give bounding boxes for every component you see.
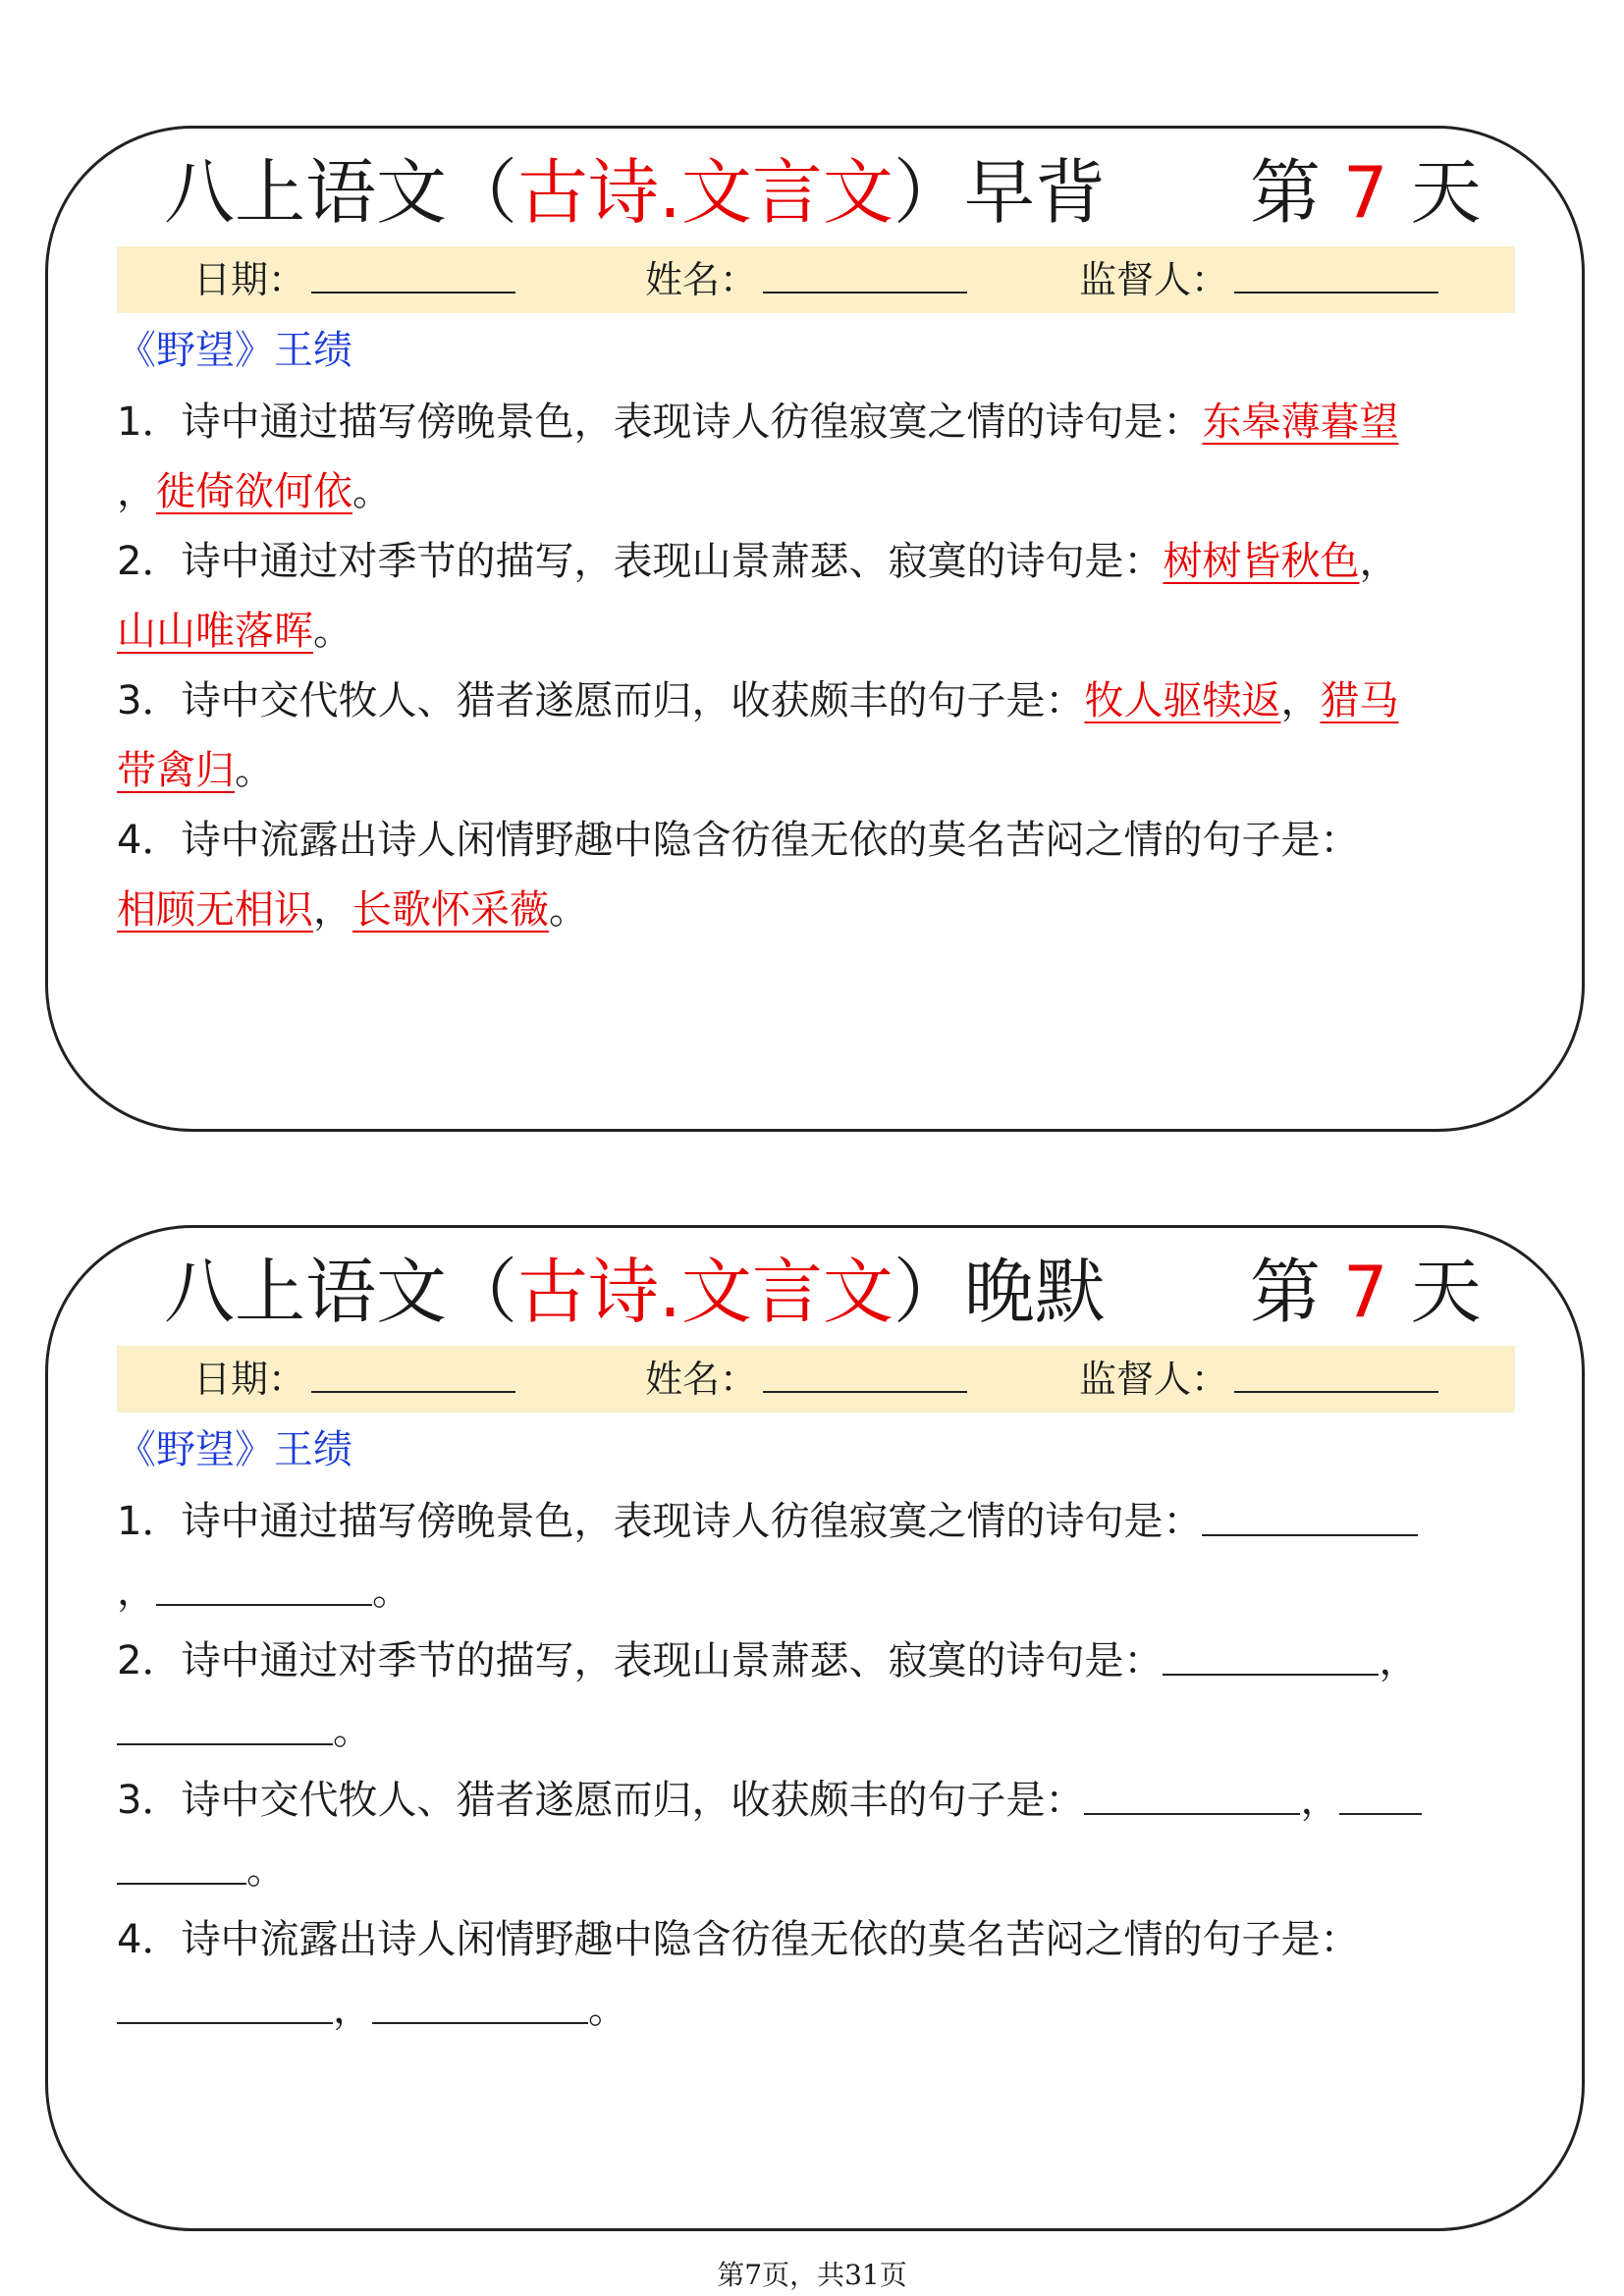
answer: 东皋薄暮望 bbox=[1202, 400, 1399, 445]
answer-blank[interactable] bbox=[1339, 1766, 1422, 1815]
answer-blank[interactable] bbox=[117, 1975, 333, 2024]
date-field[interactable]: 日期： bbox=[193, 246, 515, 313]
morning-recite-card bbox=[45, 126, 1585, 1132]
answer: 相顾无相识 bbox=[117, 887, 313, 933]
title-highlight: 古诗.文言文 bbox=[517, 1251, 893, 1333]
day-counter: 第 7 天 bbox=[1250, 151, 1482, 234]
question-4: 4．诗中流露出诗人闲情野趣中隐含彷徨无依的莫名苦闷之情的句子是： 相顾无相识，长歌怀采薇。 bbox=[117, 818, 1360, 933]
question-1: 1．诗中通过描写傍晚景色，表现诗人彷徨寂寞之情的诗句是：东皋薄暮望 ，徙倚欲何依。 bbox=[117, 400, 1399, 514]
name-blank[interactable] bbox=[763, 1346, 967, 1393]
poem-title: 《野望》王绩 bbox=[117, 328, 352, 373]
question-3: 3．诗中交代牧人、猎者遂愿而归，收获颇丰的句子是： ， 。 bbox=[117, 1766, 1521, 1905]
supervisor-field[interactable]: 监督人： bbox=[1079, 1346, 1438, 1413]
answer: 徙倚欲何依 bbox=[156, 469, 352, 514]
card-title bbox=[48, 138, 1582, 246]
date-field[interactable]: 日期： bbox=[193, 1346, 515, 1413]
title-highlight: 古诗.文言文 bbox=[517, 151, 893, 234]
question-3: 3．诗中交代牧人、猎者遂愿而归，收获颇丰的句子是：牧人驱犊返，猎马 带禽归。 bbox=[117, 678, 1399, 793]
card-content bbox=[117, 1420, 1521, 2045]
answer: 猎马 bbox=[1320, 678, 1399, 723]
day-number: 7 bbox=[1342, 1251, 1388, 1333]
answer-blank[interactable] bbox=[156, 1557, 372, 1606]
answer: 长歌怀采薇 bbox=[352, 887, 549, 933]
info-bar bbox=[117, 246, 1515, 313]
question-1: 1．诗中通过描写傍晚景色，表现诗人彷徨寂寞之情的诗句是： ， 。 bbox=[117, 1487, 1521, 1627]
title-main: 八上语文（古诗.文言文）早背 bbox=[164, 151, 1106, 234]
supervisor-blank[interactable] bbox=[1234, 246, 1438, 294]
answer-blank[interactable] bbox=[372, 1975, 588, 2024]
name-field[interactable]: 姓名： bbox=[645, 1346, 967, 1413]
answer-blank[interactable] bbox=[1202, 1487, 1418, 1536]
card-title bbox=[48, 1238, 1582, 1346]
question-2: 2．诗中通过对季节的描写，表现山景萧瑟、寂寞的诗句是：树树皆秋色， 山山唯落晖。 bbox=[117, 539, 1399, 654]
title-main: 八上语文（古诗.文言文）晚默 bbox=[164, 1251, 1106, 1333]
answer-blank[interactable] bbox=[1084, 1766, 1300, 1815]
card-content bbox=[117, 321, 1521, 945]
day-counter: 第 7 天 bbox=[1250, 1251, 1482, 1333]
supervisor-field[interactable]: 监督人： bbox=[1079, 246, 1438, 313]
day-number: 7 bbox=[1342, 151, 1388, 234]
answer: 牧人驱犊返 bbox=[1084, 678, 1281, 723]
info-bar bbox=[117, 1346, 1515, 1413]
name-blank[interactable] bbox=[763, 246, 967, 294]
answer-blank[interactable] bbox=[117, 1836, 246, 1885]
question-2: 2．诗中通过对季节的描写，表现山景萧瑟、寂寞的诗句是： ， 。 bbox=[117, 1627, 1521, 1766]
date-blank[interactable] bbox=[311, 246, 515, 294]
supervisor-blank[interactable] bbox=[1234, 1346, 1438, 1393]
answer: 山山唯落晖 bbox=[117, 609, 313, 654]
answer: 树树皆秋色 bbox=[1163, 539, 1360, 584]
page-footer: 第7页，共31页 bbox=[717, 2259, 907, 2291]
question-4: 4．诗中流露出诗人闲情野趣中隐含彷徨无依的莫名苦闷之情的句子是： ， 。 bbox=[117, 1917, 1360, 2032]
answer: 带禽归 bbox=[117, 748, 235, 793]
name-field[interactable]: 姓名： bbox=[645, 246, 967, 313]
date-blank[interactable] bbox=[311, 1346, 515, 1393]
answer-blank[interactable] bbox=[117, 1696, 333, 1745]
answer-blank[interactable] bbox=[1163, 1627, 1379, 1676]
evening-dictation-card bbox=[45, 1225, 1585, 2231]
poem-title: 《野望》王绩 bbox=[117, 1427, 352, 1472]
